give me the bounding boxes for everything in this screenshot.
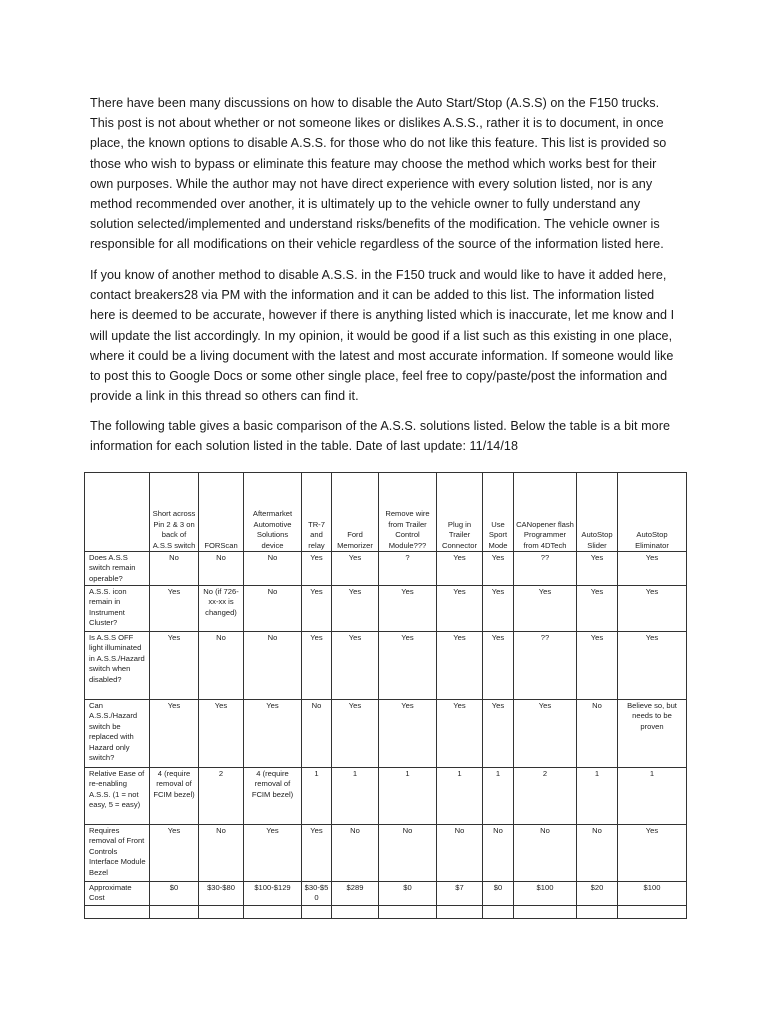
table-cell: 1 (483, 768, 514, 825)
table-cell: No (199, 825, 244, 882)
table-cell: Yes (514, 700, 577, 768)
column-header (85, 473, 150, 552)
table-cell: No (379, 825, 437, 882)
table-cell: Yes (618, 825, 687, 882)
row-header: Approximate Cost (85, 882, 150, 906)
table-cell: Yes (379, 586, 437, 632)
table-row (85, 586, 687, 632)
row-header: A.S.S. icon remain in Instrument Cluster? (85, 586, 150, 632)
table-cell: Yes (150, 700, 199, 768)
column-header: AutoStop Slider (577, 473, 618, 552)
table-cell: $289 (332, 882, 379, 906)
table-cell: Yes (244, 700, 302, 768)
table-cell: Yes (332, 632, 379, 700)
column-header: CANopener flash Programmer from 4DTech (514, 473, 577, 552)
table-cell (150, 906, 199, 919)
table-cell: No (199, 552, 244, 586)
table-cell: Yes (150, 632, 199, 700)
column-header: TR-7 and relay (302, 473, 332, 552)
table-cell (332, 906, 379, 919)
table-row (85, 552, 687, 586)
table-header-row (85, 473, 687, 552)
column-header: Plug in Trailer Connector (437, 473, 483, 552)
table-cell: Yes (483, 700, 514, 768)
column-header: Aftermarket Automotive Solutions device (244, 473, 302, 552)
table-cell: No (199, 632, 244, 700)
table-cell: ?? (514, 632, 577, 700)
table-cell (379, 906, 437, 919)
row-header: Relative Ease of re-enabling A.S.S. (1 = not easy, 5 = easy) (85, 768, 150, 825)
table-cell: $0 (379, 882, 437, 906)
table-cell: Yes (483, 552, 514, 586)
table-cell: 1 (332, 768, 379, 825)
table-cell: Yes (437, 700, 483, 768)
table-cell: Yes (332, 700, 379, 768)
table-cell: 1 (437, 768, 483, 825)
table-cell: ?? (514, 552, 577, 586)
table-cell: ? (379, 552, 437, 586)
table-cell: Yes (150, 825, 199, 882)
table-cell: 4 (require removal of FCIM bezel) (150, 768, 199, 825)
table-cell: No (if 726-xx-xx is changed) (199, 586, 244, 632)
column-header: AutoStop Eliminator (618, 473, 687, 552)
table-cell: 1 (577, 768, 618, 825)
table-cell: Yes (577, 552, 618, 586)
table-cell: $0 (150, 882, 199, 906)
table-cell: $30-$50 (302, 882, 332, 906)
table-cell: 1 (302, 768, 332, 825)
table-cell: Yes (379, 632, 437, 700)
table-cell: No (577, 700, 618, 768)
table-cell: No (244, 552, 302, 586)
table-cell: Yes (437, 632, 483, 700)
table-cell: $100 (618, 882, 687, 906)
table-cell (437, 906, 483, 919)
table-cell: $20 (577, 882, 618, 906)
column-header: FORScan (199, 473, 244, 552)
column-header: Ford Memorizer (332, 473, 379, 552)
table-cell: Yes (302, 825, 332, 882)
table-row (85, 882, 687, 906)
table-cell (199, 906, 244, 919)
table-intro-paragraph: The following table gives a basic comparison of the A.S.S. solutions listed. Below the table is a bit more information for each solution listed in the table. Date of last update: 11/14/18 (90, 419, 671, 454)
table-cell: 2 (514, 768, 577, 825)
table-row (85, 906, 687, 919)
table-cell (618, 906, 687, 919)
table-cell: $100-$129 (244, 882, 302, 906)
table-cell: Yes (514, 586, 577, 632)
table-cell: Yes (483, 586, 514, 632)
table-cell: Yes (150, 586, 199, 632)
table-cell: Yes (618, 552, 687, 586)
table-cell: 1 (379, 768, 437, 825)
table-cell: No (302, 700, 332, 768)
table-cell: Yes (379, 700, 437, 768)
table-cell: No (437, 825, 483, 882)
table-row (85, 700, 687, 768)
table-cell: Yes (244, 825, 302, 882)
table-cell (514, 906, 577, 919)
comparison-table (84, 472, 687, 919)
table-cell: Yes (577, 632, 618, 700)
table-row (85, 768, 687, 825)
table-cell (244, 906, 302, 919)
table-cell: Yes (437, 552, 483, 586)
table-cell: No (514, 825, 577, 882)
table-cell: Yes (577, 586, 618, 632)
row-header: Is A.S.S OFF light illuminated in A.S.S./Hazard switch when disabled? (85, 632, 150, 700)
table-cell: No (244, 632, 302, 700)
column-header: Short across Pin 2 & 3 on back of A.S.S switch (150, 473, 199, 552)
row-header: Does A.S.S switch remain operable? (85, 552, 150, 586)
column-header: Use Sport Mode (483, 473, 514, 552)
row-header: Can A.S.S./Hazard switch be replaced with Hazard only switch? (85, 700, 150, 768)
table-cell: Yes (332, 586, 379, 632)
table-cell: Yes (302, 552, 332, 586)
row-header: Requires removal of Front Controls Interface Module Bezel (85, 825, 150, 882)
table-row (85, 632, 687, 700)
table-cell: No (332, 825, 379, 882)
table-cell: $0 (483, 882, 514, 906)
table-cell (302, 906, 332, 919)
table-cell: No (577, 825, 618, 882)
table-cell: 1 (618, 768, 687, 825)
column-header: Remove wire from Trailer Control Module??? (379, 473, 437, 552)
table-cell: Believe so, but needs to be proven (618, 700, 687, 768)
table-cell: $30-$80 (199, 882, 244, 906)
table-cell: No (244, 586, 302, 632)
table-cell: $100 (514, 882, 577, 906)
table-row (85, 825, 687, 882)
table-cell: No (483, 825, 514, 882)
table-cell (483, 906, 514, 919)
table-cell: Yes (332, 552, 379, 586)
table-cell: Yes (483, 632, 514, 700)
table-cell: Yes (618, 632, 687, 700)
contribution-paragraph: If you know of another method to disable A.S.S. in the F150 truck and would like to have it added here, contact breakers28 via PM with the information and it can be added to this list. The information listed here is deemed to be accurate, however if there is anything listed which is inaccurate, let me know and I will update the list accordingly. In my opinion, it would be good if a list such as this existing in one place, where it could be a living document with the latest and most accurate information. If someone would like to post this to Google Docs or some other single place, feel free to copy/paste/post the information and provide a link in this thread so others can find it. (90, 268, 675, 404)
table-cell: 4 (require removal of FCIM bezel) (244, 768, 302, 825)
table-cell: Yes (437, 586, 483, 632)
table-cell: Yes (302, 632, 332, 700)
table-cell: $7 (437, 882, 483, 906)
row-header (85, 906, 150, 919)
table-cell: Yes (618, 586, 687, 632)
table-cell: Yes (302, 586, 332, 632)
table-cell (577, 906, 618, 919)
intro-paragraph: There have been many discussions on how to disable the Auto Start/Stop (A.S.S) on the F150 trucks. This post is not about whether or not someone likes or dislikes A.S.S., rather it is to document, in once place, the known options to disable A.S.S. for those who do not like this feature. This list is provided so those who wish to bypass or eliminate this feature may choose the method which works best for their own purposes. While the author may not have direct experience with every solution listed, nor is any method recommended over another, it is ultimately up to the vehicle owner to fully understand any solution selected/implemented and understand risks/benefits of the modification. The vehicle owner is responsible for all modifications on their vehicle regardless of the source of the information listed here. (90, 96, 667, 252)
table-cell: No (150, 552, 199, 586)
table-cell: 2 (199, 768, 244, 825)
table-cell: Yes (199, 700, 244, 768)
